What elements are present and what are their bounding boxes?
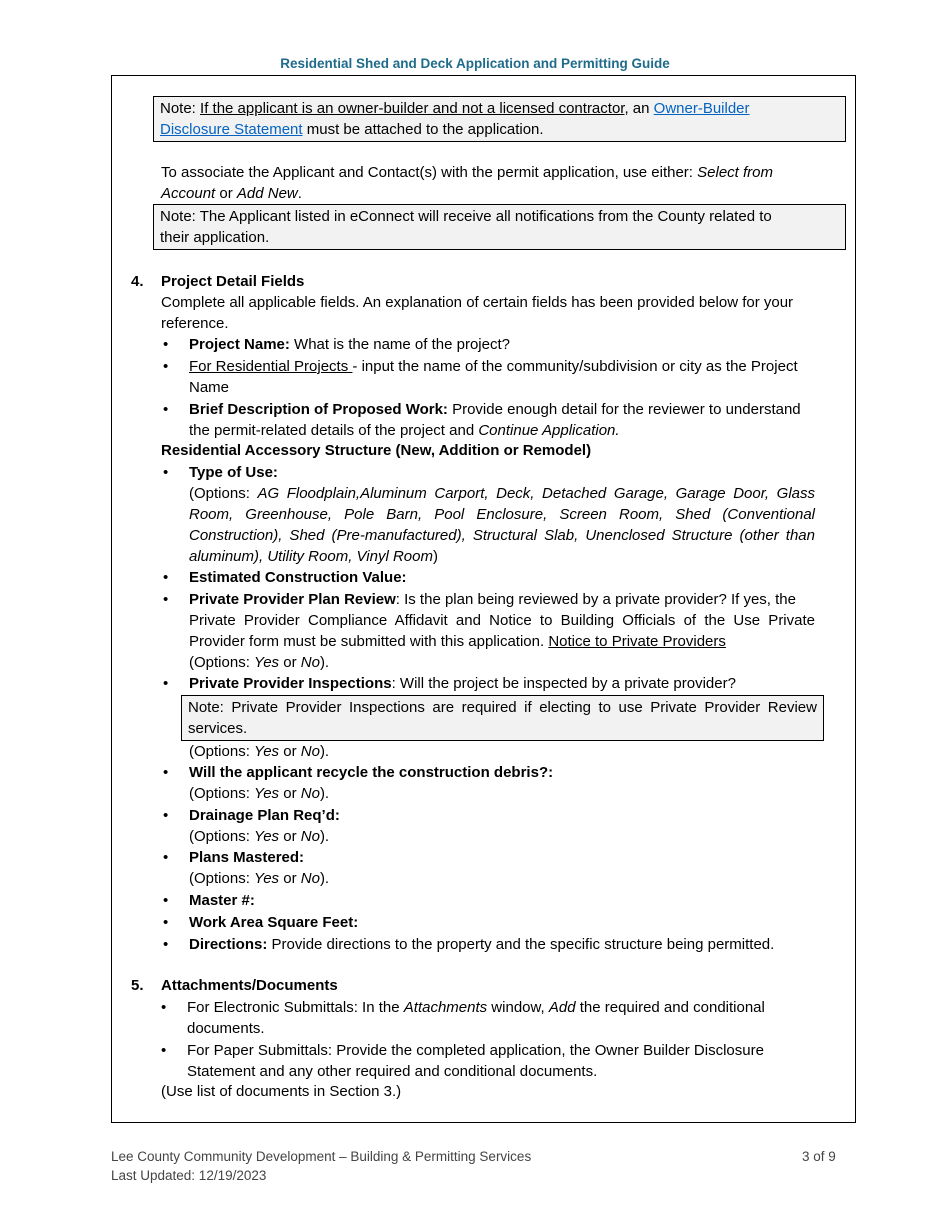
field-description: Provider form must be submitted with this application.: [189, 633, 549, 650]
type-of-use-options-1: [189, 483, 815, 504]
associate-line-1: [161, 162, 773, 183]
owner-builder-note: [153, 96, 846, 142]
document-title: Residential Shed and Deck Application and Permitting Guide: [280, 56, 670, 71]
options-or: or: [279, 828, 301, 845]
section-4-intro-2: reference.: [161, 315, 229, 332]
option-yes: Yes: [254, 654, 280, 671]
type-of-use-options-3: Construction), Shed (Pre-manufactured), Structural Slab, Unenclosed Structure (other than: [189, 527, 815, 544]
note-text: , an: [624, 100, 654, 117]
note-prefix: Note:: [160, 100, 201, 117]
disclosure-statement-link[interactable]: Disclosure Statement: [160, 121, 303, 138]
associate-text: .: [297, 185, 302, 202]
select-from-text: Select from: [697, 164, 773, 181]
section-4-title: Project Detail Fields: [161, 273, 305, 290]
add-text: Add: [548, 999, 576, 1016]
project-name-item: [189, 334, 510, 355]
field-label: For Residential Projects: [189, 358, 353, 375]
plans-mastered-label: Plans Mastered:: [189, 849, 305, 866]
options-or: or: [279, 654, 301, 671]
options-prefix: (Options:: [189, 870, 255, 887]
private-provider-plan-review-line-2: Private Provider Compliance Affidavit and Notice to Building Officials of the Use Private: [189, 612, 815, 629]
bullet-icon: •: [163, 401, 169, 418]
type-of-use-options-2: Room, Greenhouse, Pole Barn, Pool Enclosure, Screen Room, Shed (Conventional: [189, 506, 815, 523]
section-5-number: 5.: [131, 977, 144, 994]
options-or: or: [279, 785, 301, 802]
notice-to-private-providers-link[interactable]: Notice to Private Providers: [548, 633, 726, 650]
associate-text: or: [215, 185, 237, 202]
footer-last-updated: Last Updated: 12/19/2023: [111, 1168, 267, 1183]
directions-item: [189, 934, 774, 955]
owner-builder-link[interactable]: Owner-Builder: [653, 100, 750, 117]
paper-submittals-line-2: Statement and any other required and conditional documents.: [187, 1063, 598, 1080]
bullet-icon: •: [163, 336, 169, 353]
electronic-submittals-item: [187, 997, 765, 1018]
continue-application-text: Continue Application.: [478, 422, 620, 439]
field-description: the permit-related details of the project and: [189, 422, 479, 439]
option-yes: Yes: [254, 828, 280, 845]
option-yes: Yes: [254, 870, 280, 887]
private-provider-plan-review-line-3: [189, 631, 726, 652]
bullet-icon: •: [163, 914, 169, 931]
add-new-text: Add New: [236, 185, 298, 202]
private-provider-inspections-note: [181, 695, 824, 741]
use-list-note: (Use list of documents in Section 3.): [161, 1083, 402, 1100]
paper-submittals-item: For Paper Submittals: Provide the completed application, the Owner Builder Disclosure: [187, 1042, 764, 1059]
option-no: No: [300, 654, 320, 671]
accessory-structure-heading: Residential Accessory Structure (New, Addition or Remodel): [161, 442, 592, 459]
electronic-submittals-line-2: documents.: [187, 1020, 265, 1037]
owner-builder-condition: If the applicant is an owner-builder and not a licensed contractor: [200, 100, 625, 117]
bullet-icon: •: [163, 358, 169, 375]
bullet-icon: •: [161, 1042, 167, 1059]
note-line: Note: Private Provider Inspections are required if electing to use Private Provider Review: [188, 699, 817, 716]
account-text: Account: [161, 185, 216, 202]
work-area-label: Work Area Square Feet:: [189, 914, 359, 931]
field-label: Private Provider Inspections: [189, 675, 392, 692]
options-suffix: ): [432, 548, 438, 565]
bullet-icon: •: [161, 999, 167, 1016]
item-text: the required and conditional: [575, 999, 765, 1016]
type-of-use-label: Type of Use:: [189, 464, 278, 481]
option-yes: Yes: [254, 743, 280, 760]
plans-mastered-options: [189, 868, 329, 889]
field-label: Project Name:: [189, 336, 290, 353]
recycle-label: Will the applicant recycle the construction debris?:: [189, 764, 554, 781]
associate-text: To associate the Applicant and Contact(s) with the permit application, use either:: [161, 164, 698, 181]
option-no: No: [300, 785, 320, 802]
footer-org: Lee County Community Development – Building & Permitting Services: [111, 1149, 532, 1164]
ppr-options: [189, 652, 329, 673]
field-description: : Will the project be inspected by a private provider?: [391, 675, 736, 692]
field-description: - input the name of the community/subdivision or city as the Project: [352, 358, 798, 375]
brief-description-item: [189, 399, 801, 420]
type-of-use-options-4: [189, 546, 438, 567]
private-provider-inspections-item: [189, 673, 736, 694]
note-line: services.: [188, 720, 248, 737]
option-no: No: [300, 870, 320, 887]
field-label: Private Provider Plan Review: [189, 591, 396, 608]
bullet-icon: •: [163, 569, 169, 586]
options-list: aluminum), Utility Room, Vinyl Room: [189, 548, 433, 565]
field-description: What is the name of the project?: [289, 336, 510, 353]
options-list: AG Floodplain,Aluminum Carport, Deck, Detached Garage, Garage Door, Glass: [257, 485, 816, 502]
note-line: their application.: [160, 229, 270, 246]
estimated-value-label: Estimated Construction Value:: [189, 569, 407, 586]
field-description: : Is the plan being reviewed by a private provider? If yes, the: [395, 591, 796, 608]
options-suffix: ).: [319, 828, 330, 845]
options-prefix: (Options:: [189, 654, 255, 671]
options-or: or: [279, 870, 301, 887]
drainage-options: [189, 826, 329, 847]
options-suffix: ).: [319, 870, 330, 887]
note-line: Note: The Applicant listed in eConnect will receive all notifications from the County related to: [160, 208, 772, 225]
ppi-options: [189, 741, 329, 762]
recycle-options: [189, 783, 329, 804]
bullet-icon: •: [163, 591, 169, 608]
field-label: Directions:: [189, 936, 268, 953]
drainage-label: Drainage Plan Req’d:: [189, 807, 340, 824]
bullet-icon: •: [163, 807, 169, 824]
option-no: No: [300, 743, 320, 760]
bullet-icon: •: [163, 675, 169, 692]
section-4-intro-1: Complete all applicable fields. An explanation of certain fields has been provided below for your: [161, 294, 794, 311]
options-prefix: (Options:: [189, 828, 255, 845]
applicant-notification-note: [153, 204, 846, 250]
option-yes: Yes: [254, 785, 280, 802]
bullet-icon: •: [163, 849, 169, 866]
options-prefix: (Options:: [189, 485, 258, 502]
bullet-icon: •: [163, 464, 169, 481]
options-suffix: ).: [319, 743, 330, 760]
field-description: Provide directions to the property and the specific structure being permitted.: [267, 936, 775, 953]
associate-line-2: [161, 183, 302, 204]
field-description: Provide enough detail for the reviewer to understand: [447, 401, 801, 418]
attachments-text: Attachments: [403, 999, 488, 1016]
options-suffix: ).: [319, 785, 330, 802]
private-provider-plan-review-item: [189, 589, 796, 610]
item-text: For Electronic Submittals: In the: [187, 999, 404, 1016]
options-prefix: (Options:: [189, 785, 255, 802]
options-or: or: [279, 743, 301, 760]
field-label: Brief Description of Proposed Work:: [189, 401, 448, 418]
bullet-icon: •: [163, 936, 169, 953]
bullet-icon: •: [163, 764, 169, 781]
brief-description-line-2: [189, 420, 620, 441]
page-number: 3 of 9: [802, 1149, 836, 1164]
residential-projects-line-2: Name: [189, 379, 230, 396]
options-prefix: (Options:: [189, 743, 255, 760]
options-suffix: ).: [319, 654, 330, 671]
master-number-label: Master #:: [189, 892, 255, 909]
residential-projects-item: [189, 356, 798, 377]
section-4-number: 4.: [131, 273, 144, 290]
bullet-icon: •: [163, 892, 169, 909]
option-no: No: [300, 828, 320, 845]
note-text: must be attached to the application.: [302, 121, 544, 138]
item-text: window,: [487, 999, 549, 1016]
section-5-title: Attachments/Documents: [161, 977, 338, 994]
